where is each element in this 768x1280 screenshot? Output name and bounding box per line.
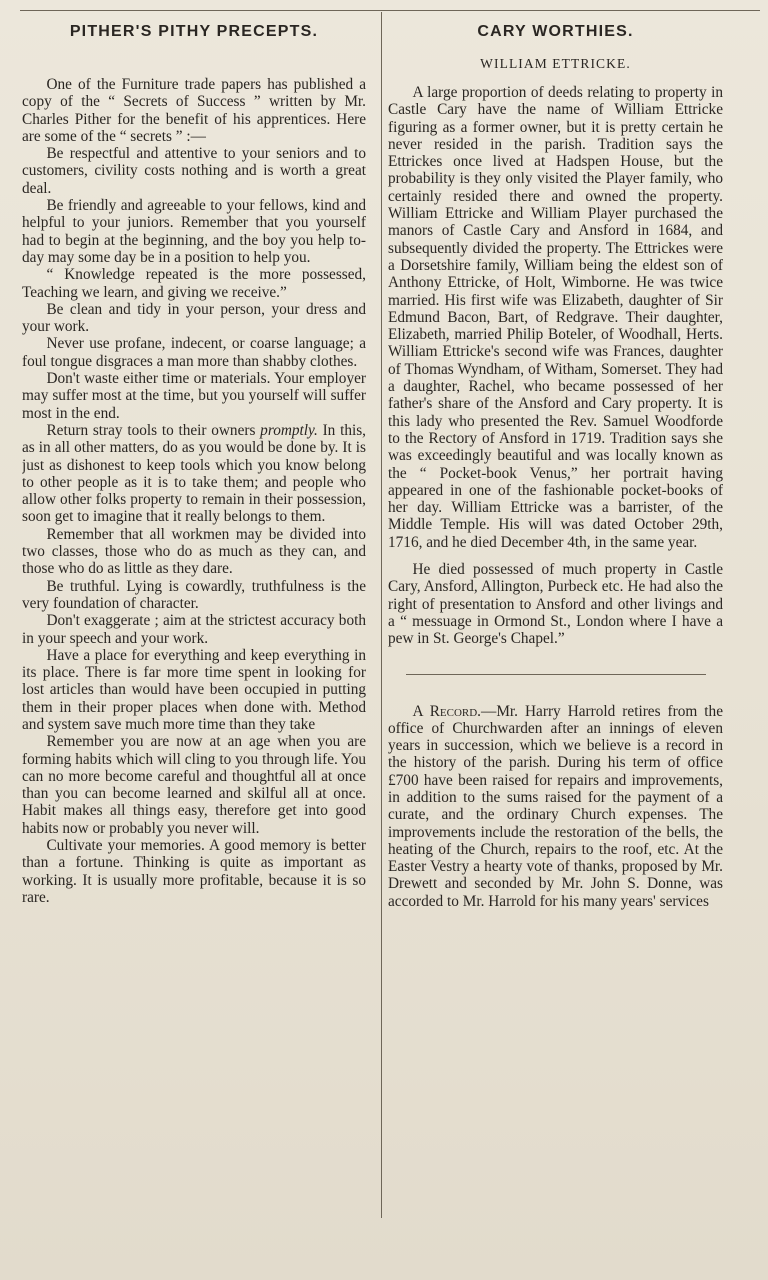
- paragraph: Be clean and tidy in your person, your dress and your work.: [22, 300, 366, 336]
- paragraph: Remember you are now at an age when you are forming habits which will cling to you through life. You can no more become careful and thoughtful all at once than you can become learned and skilful all at once. Habit makes all things easy, therefore get into good habits now or probably you never will.: [22, 733, 366, 837]
- text-span: In this, as in all other matters, do as you would be done by. It is just as dishonest to keep tools which you know belong to other people as it is to take them; and people who allow other folks property to remain in their possession, soon get to imagine that it really belongs to them.: [22, 421, 366, 526]
- right-heading: CARY WORTHIES.: [477, 23, 634, 40]
- record-paragraph: [388, 703, 723, 911]
- paragraph: Be respectful and attentive to your seniors and to customers, civility costs nothing and is worth a great deal.: [22, 145, 366, 197]
- paragraph: Be truthful. Lying is cowardly, truthfulness is the very foundation of character.: [22, 577, 366, 612]
- section-separator: [406, 674, 706, 675]
- paragraph: “ Knowledge repeated is the more possessed, Teaching we learn, and giving we receive.”: [22, 266, 366, 301]
- emphasis-promptly: promptly.: [260, 421, 318, 439]
- paragraph: A large proportion of deeds relating to property in Castle Cary have the name of William Ettricke figuring as a former owner, but it is pretty certain he never resided in the parish. Tradition says the Ettrickes once lived at Hadspen House, but the probability is they only visited the Player family, who certainly resided there and owned the property. William Ettricke and William Player purchased the manors of Castle Cary and Ansford in 1684, and subsequently divided the property. The Ettrickes were a Dorsetshire family, William being the eldest son of Anthony Ettricke, of Holt, Wimborne. He was twice married. His first wife was Elizabeth, daughter of Sir Edmund Bacon, Bart, of Redgrave. Their daughter, Elizabeth, married Philip Boteler, of Woodhall, Herts. William Ettricke's second wife was Frances, daughter of Thomas Wyndham, of Witham, Somerset. They had a daughter, Rachel, who became possessed of her father's share of the Ansford and Cary property. It is this lady who presented the Rev. Samuel Woodforde to the Rectory of Ansford in 1719. Tradition says she was exceedingly beautiful and was locally known as the “ Pocket-book Venus,” her portrait having appeared in one of the fashionable pocket-books of her day. William Ettricke was a barrister, of the Middle Temple. His will was dated October 29th, 1716, and he died December 4th, in the same year.: [388, 84, 723, 551]
- paragraph: Don't exaggerate ; aim at the strictest accuracy both in your speech and your work.: [22, 612, 366, 647]
- right-column: [388, 12, 723, 1222]
- paragraph: Cultivate your memories. A good memory is better than a fortune. Thinking is quite as important as working. It is usually more profitable, because it is so rare.: [22, 837, 366, 906]
- paragraph: Have a place for everything and keep everything in its place. There is far more time spent in looking for lost articles than would have been occupied in putting them in their proper places when done with. Method and system save much more time than they take: [22, 646, 366, 733]
- record-title: A Record.: [412, 702, 482, 720]
- paragraph: Don't waste either time or materials. Your employer may suffer most at the time, but you yourself will suffer most in the end.: [22, 370, 366, 422]
- paragraph: Remember that all workmen may be divided into two classes, those who do as much as they can, and those who do as little as they dare.: [22, 525, 366, 578]
- paragraph: [22, 422, 366, 526]
- column-divider: [381, 12, 382, 1218]
- paragraph: He died possessed of much property in Castle Cary, Ansford, Allington, Purbeck etc. He had also the right of presentation to Ansford and other livings and a “ messuage in Ormond St., London where I have a pew in St. George's Chapel.”: [388, 561, 723, 648]
- right-subheading: WILLIAM ETTRICKE.: [480, 56, 631, 71]
- paragraph: Be friendly and agreeable to your fellows, kind and helpful to your juniors. Remember that you yourself had to begin at the beginning, and the boy you help to-day may some day be in a position to help you.: [22, 197, 366, 266]
- top-rule: [20, 10, 760, 11]
- paragraph-intro: One of the Furniture trade papers has published a copy of the “ Secrets of Success ” written by Mr. Charles Pither for the benefit of his apprentices. Here are some of the “ secrets ” :—: [22, 76, 366, 145]
- record-text: —Mr. Harry Harrold retires from the office of Churchwarden after an innings of eleven years in succession, which we believe is a record in the history of the parish. During his term of office £700 have been raised for repairs and improvements, in addition to the sums raised for the payment of a curate, and the ordinary Church expenses. The improvements include the restoration of the bells, the heating of the Church, repairs to the roof, etc. At the Easter Vestry a hearty vote of thanks, proposed by Mr. Drewett and seconded by Mr. John S. Donne, was accorded to Mr. Harrold for his many years' services: [388, 702, 723, 910]
- text-span: Return stray tools to their owners: [46, 421, 256, 439]
- paragraph: Never use profane, indecent, or coarse language; a foul tongue disgraces a man more than shabby clothes.: [22, 335, 366, 370]
- left-column: [22, 12, 366, 1217]
- left-heading: PITHER'S PITHY PRECEPTS.: [69, 23, 319, 40]
